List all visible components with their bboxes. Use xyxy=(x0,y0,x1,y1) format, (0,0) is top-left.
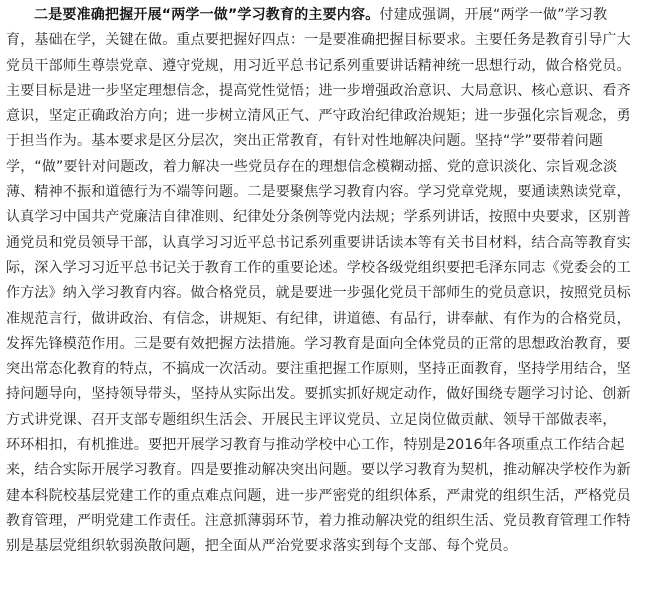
article-line: 育，基础在学，关键在做。重点要把握好四点：一是要准确把握目标要求。主要任务是教育引导广大 xyxy=(6,32,631,49)
article-line: 薄、精神不振和道德行为不端等问题。二是要聚焦学习教育内容。学习党章党规，要通读熟读党章， xyxy=(6,184,631,201)
article-line: 党员干部师生尊崇党章、遵守党规，用习近平总书记系列重要讲话精神统一思想行动，做合格党员。 xyxy=(6,57,631,74)
article-line: 来，结合实际开展学习教育。四是要推动解决突出问题。要以学习教育为契机，推动解决学校作为新 xyxy=(6,462,631,479)
section-heading: 二是要准确把握开展“两学一做”学习教育的主要内容。 xyxy=(34,7,380,23)
article-line-1-rest: 付建成强调，开展“两学一做”学习教 xyxy=(379,7,608,23)
article-line: 际，深入学习习近平总书记关于教育工作的重要论述。学校各级党组织要把毛泽东同志《党委会的工 xyxy=(6,259,631,276)
article-line: 作方法》纳入学习教育内容。做合格党员，就是要进一步强化党员干部师生的党员意识，按照党员标 xyxy=(6,285,631,302)
article-line: 意识，坚定正确政治方向；进一步树立清风正气、严守政治纪律政治规矩；进一步强化宗旨观念，勇 xyxy=(6,108,631,125)
article-line: 突出常态化教育的特点，不搞成一次活动。要注重把握工作原则，坚持正面教育，坚持学用结合，坚 xyxy=(6,361,631,378)
article-line: 持问题导向，坚持领导带头，坚持从实际出发。要抓实抓好规定动作，做好围绕专题学习讨论、创新 xyxy=(6,386,631,403)
article-line: 通党员和党员领导干部，认真学习习近平总书记系列重要讲话读本等有关书目材料，结合高等教育实 xyxy=(6,234,631,251)
article-line: 别是基层党组织软弱涣散问题，把全面从严治党要求落实到每个支部、每个党员。 xyxy=(6,538,518,555)
article-line: 方式讲党课、召开支部专题组织生活会、开展民主评议党员、立足岗位做贡献、领导干部做表率， xyxy=(6,411,617,428)
article-line: 学，“做”要针对问题改，着力解决一些党员存在的理想信念模糊动摇、党的意识淡化、宗旨观念淡 xyxy=(6,158,618,175)
article-line: 建本科院校基层党建工作的重点难点问题，进一步严密党的组织体系，严肃党的组织生活，严格党员 xyxy=(6,487,631,504)
article-line xyxy=(6,560,657,585)
article-line: 主要目标是进一步坚定理想信念，提高党性觉悟；进一步增强政治意识、大局意识、核心意识、看齐 xyxy=(6,82,631,99)
article-body xyxy=(6,3,657,585)
article-line: 认真学习中国共产党廉洁自律准则、纪律处分条例等党内法规；学系列讲话，按照中央要求，区别普 xyxy=(6,209,631,226)
article-line: 环环相扣，有机推进。要把开展学习教育与推动学校中心工作，特别是2016年各项重点工作结合起 xyxy=(6,437,625,454)
article-line-1 xyxy=(6,3,657,28)
article-line: 于担当作为。基本要求是区分层次，突出正常教育，有针对性地解决问题。坚持“学”要带着问题 xyxy=(6,133,604,150)
article-line: 教育管理，严明党建工作责任。注意抓薄弱环节，着力推动解决党的组织生活、党员教育管理工作特 xyxy=(6,512,631,529)
article-line: 发挥先锋模范作用。三是要有效把握方法措施。学习教育是面向全体党员的正常的思想政治教育，要 xyxy=(6,335,631,352)
article-line: 准规范言行，做讲政治、有信念，讲规矩、有纪律，讲道德、有品行，讲奉献、有作为的合格党员， xyxy=(6,310,631,327)
